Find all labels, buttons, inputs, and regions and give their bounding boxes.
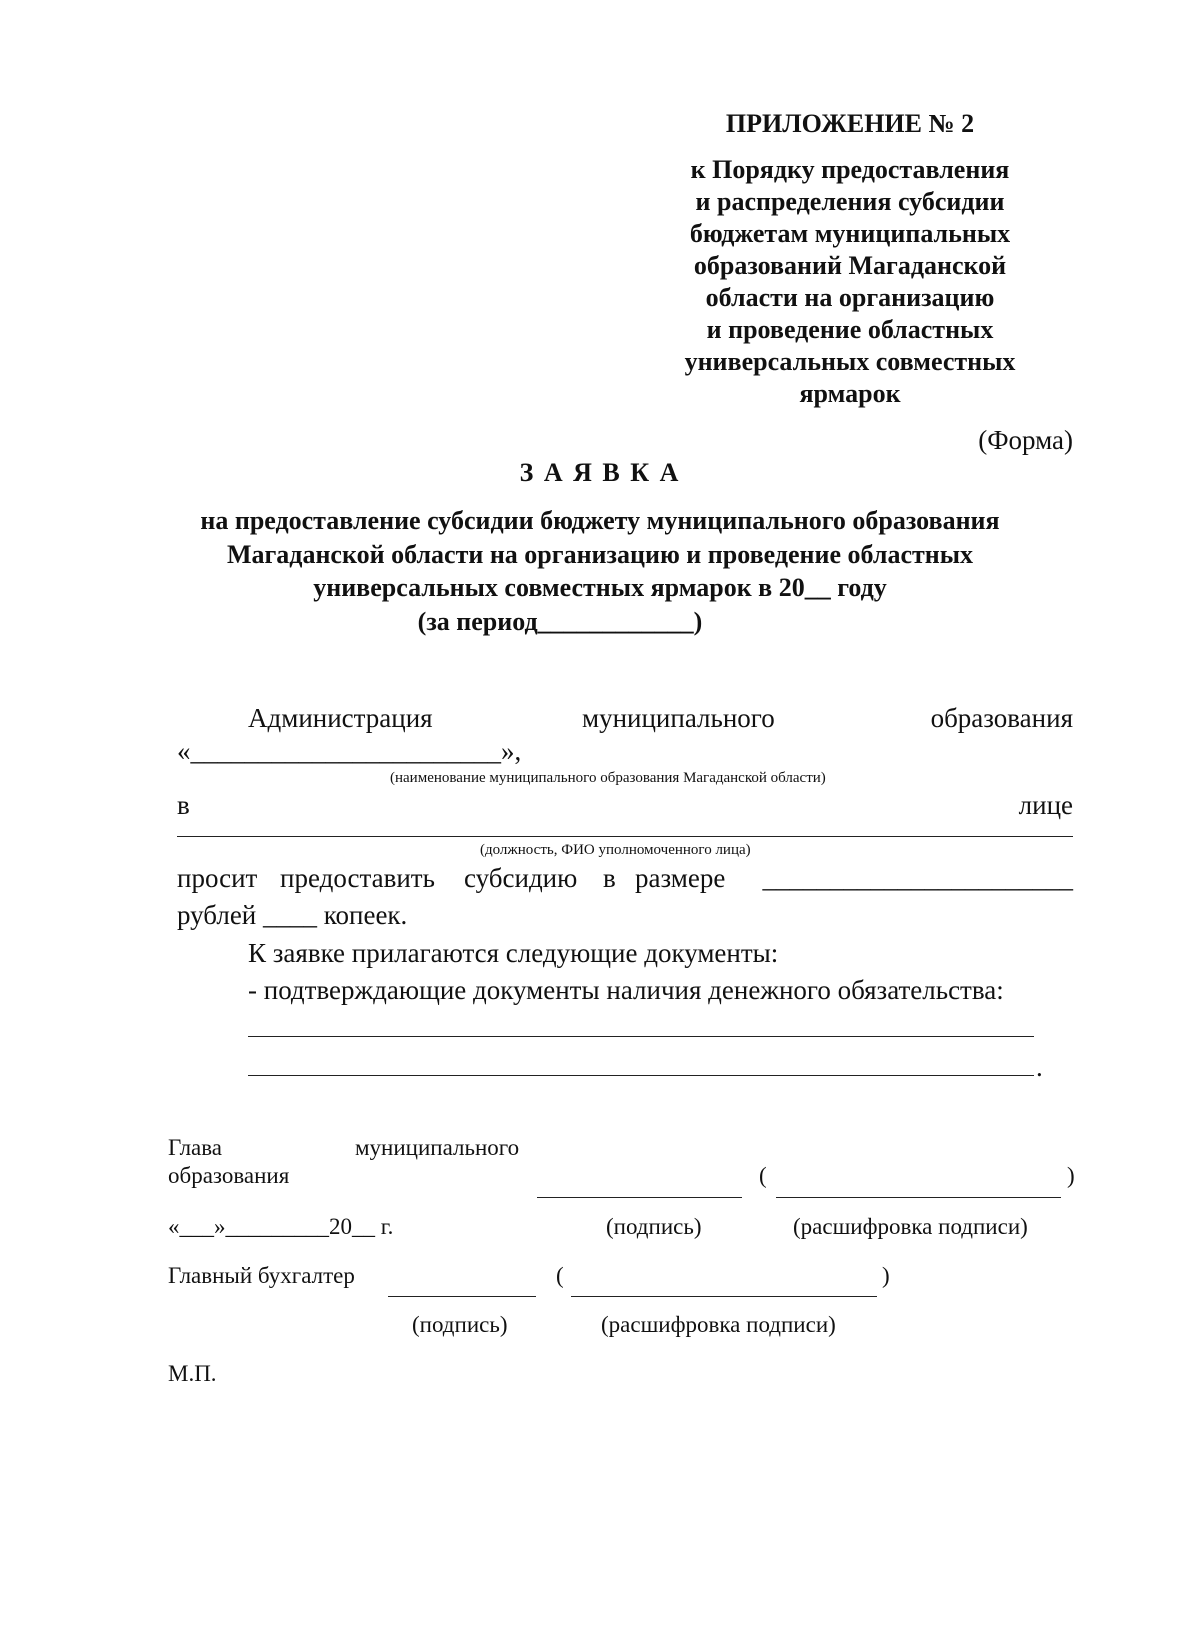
appendix-line-4: образований Магаданской [693,251,1007,280]
heading-line-4: (за период____________) [417,607,703,636]
head-word-3: образования [168,1163,290,1188]
documents-period: . [1036,1052,1043,1082]
accountant-decode-caption: (расшифровка подписи) [601,1312,836,1337]
form-label: (Форма) [978,425,1073,455]
appendix-line-5: области на организацию [705,283,995,312]
head-signature-line [537,1197,742,1198]
appendix-line-7: универсальных совместных [684,347,1016,376]
appendix-title: ПРИЛОЖЕНИЕ № 2 [725,109,975,138]
word-v: в [177,790,190,820]
request-word-4: в [603,863,616,893]
accountant-paren-open: ( [556,1263,564,1288]
appendix-line-6: и проведение областных [706,315,994,344]
appendix-line-8: ярмарок [799,379,901,408]
head-paren-close: ) [1067,1163,1075,1188]
head-word-2: муниципального [355,1135,520,1160]
caption-official: (должность, ФИО уполномоченного лица) [480,842,751,858]
documents-blank-line-1 [248,1036,1034,1037]
official-blank-line [177,836,1073,837]
amount-blank: _______________________ [762,863,1073,893]
stamp-place: М.П. [168,1361,217,1386]
appendix-line-1: к Порядку предоставления [690,155,1010,184]
date-line: «___»_________20__ г. [168,1214,394,1239]
heading-line-3: универсальных совместных ярмарок в 20__ году [313,573,887,602]
accountant-signature-line [388,1296,536,1297]
accountant-decode-line [571,1296,877,1297]
accountant-sign-caption: (подпись) [412,1312,508,1337]
attached-item: - подтверждающие документы наличия денежного обязательства: [248,975,1004,1005]
request-word-5: размере [635,863,726,893]
document-title: З А Я В К А [519,458,681,487]
municipality-name-blank: «_______________________», [177,736,522,766]
heading-line-1: на предоставление субсидии бюджету муниципального образования [200,506,1000,535]
head-decode-caption: (расшифровка подписи) [793,1214,1028,1239]
documents-blank-line-2 [248,1075,1034,1076]
word-administration: Администрация [248,703,433,733]
word-face: лице [1018,790,1073,820]
rubles-line: рублей ____ копеек. [177,900,408,930]
heading-line-2: Магаданской области на организацию и проведение областных [226,540,974,569]
accountant-paren-close: ) [882,1263,890,1288]
word-formation: образования [930,703,1073,733]
appendix-line-3: бюджетам муниципальных [689,219,1011,248]
word-municipal: муниципального [582,703,775,733]
request-word-2: предоставить [280,863,435,893]
head-sign-caption: (подпись) [606,1214,702,1239]
chief-accountant-label: Главный бухгалтер [168,1263,355,1288]
request-word-3: субсидию [464,863,578,893]
caption-municipality: (наименование муниципального образования Магаданской области) [390,770,826,786]
attached-intro: К заявке прилагаются следующие документы: [248,938,779,968]
head-paren-open: ( [759,1163,767,1188]
head-decode-line [776,1197,1061,1198]
appendix-line-2: и распределения субсидии [695,187,1005,216]
request-word-1: просит [177,863,258,893]
head-word-1: Глава [168,1135,223,1160]
